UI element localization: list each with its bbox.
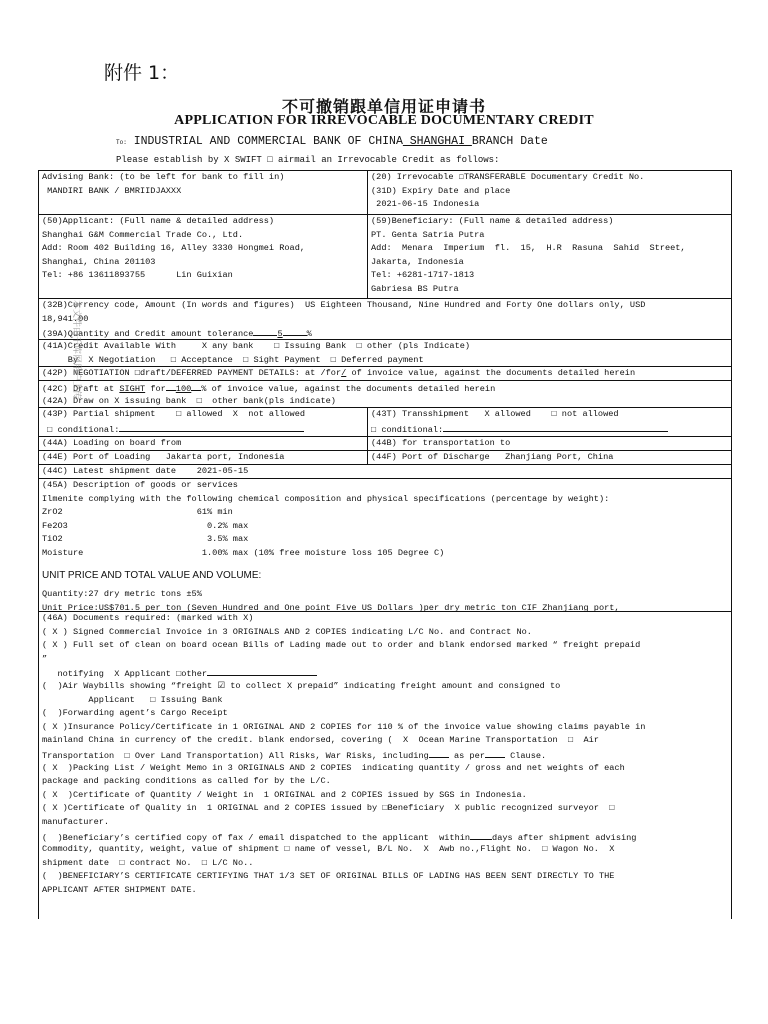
doc-packing-list: ( X )Packing List / Weight Memo in 3 ORIGINALS AND 2 COPIES indicating quantity / gross and net weights of each xyxy=(42,762,625,773)
draft-label: (42C) Draft at xyxy=(42,384,120,394)
draft-line xyxy=(42,381,728,395)
beneficiary-tel: Tel: +6281-1717-1813 xyxy=(371,270,475,281)
applicant-city: Shanghai, China 201103 xyxy=(42,256,156,267)
row-advising xyxy=(39,171,731,214)
port-of-discharge: (44F) Port of Discharge Zhanjiang Port, China xyxy=(371,452,614,462)
row-goods xyxy=(39,478,731,616)
application-form xyxy=(38,170,732,919)
row-parties xyxy=(39,214,731,299)
row-loading xyxy=(39,436,731,451)
negotiation-cell xyxy=(39,367,731,381)
quantity-line: Quantity:27 dry metric tons ±5% xyxy=(42,589,202,600)
beneficiary-name: PT. Genta Satria Putra xyxy=(371,229,485,240)
credit-no-label: (20) Irrevocable ☐TRANSFERABLE Documentary Credit No. xyxy=(371,172,645,182)
doc-fax-details-cont: shipment date □ contract No. □ L/C No.. xyxy=(42,857,254,868)
row-negotiation xyxy=(39,366,731,381)
partial-shipment-cell xyxy=(39,408,367,437)
transship-conditional-label: □ conditional: xyxy=(371,424,444,435)
goods-cell xyxy=(39,479,731,616)
doc-cert-quantity: ( X )Certificate of Quantity / Weight in 1 ORIGINAL and 2 COPIES issued by SGS in Indonesia. xyxy=(42,789,527,800)
loading-from: (44A) Loading on board from xyxy=(42,438,182,448)
transport-to: (44B) for transportation to xyxy=(371,438,511,448)
to-prefix: To: xyxy=(116,139,127,146)
to-bank-branch: SHANGHAI xyxy=(402,135,472,148)
row-latest-shipment xyxy=(39,464,731,479)
fax-copy-label: ( )Beneficiary’s certified copy of fax / email dispatched to the applicant within xyxy=(42,832,471,843)
transport-cell xyxy=(367,437,731,451)
transshipment-label: (43T) Transshipment X allowed □ not allowed xyxy=(371,409,619,419)
insurance-as-per: as per xyxy=(448,750,485,761)
insurance-clause: Clause. xyxy=(504,750,547,761)
row-available xyxy=(39,339,731,367)
unit-price-heading: UNIT PRICE AND TOTAL VALUE AND VOLUME: xyxy=(42,569,262,581)
port-loading-cell xyxy=(39,451,367,465)
negotiation-slash: / xyxy=(341,368,347,378)
doc-cert-quality-cont: manufacturer. xyxy=(42,816,110,827)
row-shipment xyxy=(39,407,731,437)
applicant-tel: Tel: +86 13611893755 Lin Guixian xyxy=(42,270,233,281)
negotiation-label: (42P) NEGOTIATION □draft/DEFERRED PAYMENT DETAILS: at /for xyxy=(42,368,342,378)
watermark-text: 本文件由千库网用户上传 xyxy=(71,300,81,400)
documents-cell xyxy=(39,612,731,920)
spec-moisture: Moisture 1.00% max (10% free moisture loss 105 Degree C) xyxy=(42,547,445,558)
doc-notifying-label: notifying X Applicant □other xyxy=(42,669,208,680)
doc-fax-copy xyxy=(42,830,728,844)
beneficiary-address: Add: Menara Imperium fl. 15, H.R Rasuna Sahid Street, xyxy=(371,243,686,254)
advising-bank-cell xyxy=(39,171,367,214)
beneficiary-label: (59)Beneficiary: (Full name & detailed address) xyxy=(371,216,614,226)
expiry-value: 2021-06-15 Indonesia xyxy=(371,199,480,210)
tolerance-value: 5 xyxy=(277,329,283,340)
tolerance-label: (39A)Quantity and Credit amount tolerance xyxy=(42,329,254,340)
currency-amount: (32B)Currency code, Amount (In words and figures) US Eighteen Thousand, Nine Hundred and Forty One dollars only, USD xyxy=(42,300,646,310)
port-discharge-cell xyxy=(367,451,731,465)
air-waybills-rest: to collect X prepaid” indicating freight amount and consigned to xyxy=(225,680,561,691)
negotiation-line xyxy=(42,367,728,381)
doc-air-waybills xyxy=(42,680,728,694)
doc-cert-quality: ( X )Certificate of Quality in 1 ORIGINAL and 2 COPIES issued by □Beneficiary X public recognized surveyor □ xyxy=(42,803,615,814)
row-documents xyxy=(39,611,731,920)
beneficiary-cell xyxy=(367,215,731,299)
goods-spec-intro: Ilmenite complying with the following chemical composition and physical specifications (percentage by weight): xyxy=(42,493,610,504)
currency-figures: 18,941.00 xyxy=(42,313,89,324)
row-currency xyxy=(39,298,731,340)
expiry-label: (31D) Expiry Date and place xyxy=(371,185,511,196)
negotiation-rest: of invoice value, against the documents detailed herein xyxy=(351,368,636,378)
doc-commercial-invoice: ( X ) Signed Commercial Invoice in 3 ORIGINALS AND 2 COPIES indicating L/C No. and Contract No. xyxy=(42,626,532,637)
available-cell xyxy=(39,340,731,367)
doc-insurance-risks xyxy=(42,748,728,762)
doc-applicant-issuing: Applicant □ Issuing Bank xyxy=(42,694,223,705)
spec-fe2o3: Fe2O3 0.2% max xyxy=(42,520,249,531)
doc-cargo-receipt: ( )Forwarding agent’s Cargo Receipt xyxy=(42,708,228,719)
checked-box-icon: ☑ xyxy=(217,680,226,691)
draft-cell xyxy=(39,381,731,408)
document-title-en: APPLICATION FOR IRREVOCABLE DOCUMENTARY CREDIT xyxy=(174,113,594,128)
draft-percent: 100 xyxy=(175,384,192,394)
draw-on-line: (42A) Draw on X issuing bank □ other bank(pls indicate) xyxy=(42,395,336,406)
latest-shipment-cell xyxy=(39,465,367,479)
doc-insurance-cont: mainland China in currency of the credit. blank endorsed, covering ( X Ocean Marine Transportation □ Air xyxy=(42,735,599,746)
currency-cell xyxy=(39,299,731,340)
tolerance-line xyxy=(42,326,728,340)
row-ports xyxy=(39,450,731,465)
advising-bank-label: Advising Bank: (to be left for bank to fill in) xyxy=(42,172,285,182)
doc-bill-of-lading: ( X ) Full set of clean on board ocean Bills of Lading made out to order and blank endorsed marked “ freight prepaid xyxy=(42,640,641,651)
draft-sight: SIGHT xyxy=(119,384,146,394)
doc-beneficiary-cert: ( )BENEFICIARY’S CERTIFICATE CERTIFYING THAT 1/3 SET OF ORIGINAL BILLS OF LADING HAS BEEN SENT DIRECTLY TO THE xyxy=(42,871,615,882)
establish-line: Please establish by X SWIFT □ airmail an Irrevocable Credit as follows: xyxy=(116,155,500,165)
partial-conditional xyxy=(42,422,364,436)
transship-conditional xyxy=(371,422,728,436)
doc-notifying xyxy=(42,666,728,680)
to-bank-date: BRANCH Date xyxy=(471,135,548,148)
draft-for: for xyxy=(145,384,166,394)
watermark-stamp xyxy=(70,300,86,600)
doc-packing-list-cont: package and packing conditions as called for by the L/C. xyxy=(42,776,331,787)
credit-no-cell xyxy=(367,171,731,214)
goods-label: (45A) Description of goods or services xyxy=(42,480,238,490)
row-draft xyxy=(39,380,731,408)
to-bank-name: INDUSTRIAL AND COMMERCIAL BANK OF CHINA xyxy=(133,135,403,148)
to-bank-line xyxy=(116,135,548,148)
air-waybills-label: ( )Air Waybills showing “freight xyxy=(42,680,218,691)
tolerance-unit: % xyxy=(306,329,312,340)
spec-zro2: ZrO2 61% min xyxy=(42,507,233,518)
transshipment-cell xyxy=(367,408,731,437)
doc-bill-of-lading-cont: ” xyxy=(42,653,48,664)
documents-label: (46A) Documents required: (marked with X) xyxy=(42,613,254,623)
spec-tio2: TiO2 3.5% max xyxy=(42,534,249,545)
beneficiary-city: Jakarta, Indonesia xyxy=(371,256,464,267)
partial-shipment-label: (43P) Partial shipment □ allowed X not allowed xyxy=(42,409,306,419)
fax-copy-rest: days after shipment advising xyxy=(492,832,637,843)
applicant-label: (50)Applicant: (Full name & detailed address) xyxy=(42,216,275,226)
advising-bank-value: MANDIRI BANK / BMRIIDJAXXX xyxy=(42,185,182,196)
partial-conditional-label: □ conditional: xyxy=(42,424,120,435)
doc-beneficiary-cert-cont: APPLICANT AFTER SHIPMENT DATE. xyxy=(42,884,197,895)
available-by: By X Negotiation □ Acceptance □ Sight Payment □ Deferred payment xyxy=(42,354,424,365)
applicant-address: Add: Room 402 Building 16, Alley 3330 Hongmei Road, xyxy=(42,243,306,254)
beneficiary-contact: Gabriesa BS Putra xyxy=(371,283,459,294)
available-with: (41A)Credit Available With X any bank □ Issuing Bank □ other (pls Indicate) xyxy=(42,341,471,351)
doc-insurance: ( X )Insurance Policy/Certificate in 1 ORIGINAL AND 2 COPIES for 110 % of the invoice value showing claims payable in xyxy=(42,721,646,732)
draft-rest: % of invoice value, against the documents detailed herein xyxy=(201,384,496,394)
attachment-label: 附件 1： xyxy=(104,62,180,84)
port-of-loading: (44E) Port of Loading Jakarta port, Indonesia xyxy=(42,452,285,462)
unit-price-line: Unit Price:US$701.5 per ton (Seven Hundred and One point Five US Dollars )per dry metric ton CIF Zhanjiang port, xyxy=(42,602,620,613)
loading-cell xyxy=(39,437,367,451)
latest-shipment-date: (44C) Latest shipment date 2021-05-15 xyxy=(42,466,249,476)
applicant-name: Shanghai G&M Commercial Trade Co., Ltd. xyxy=(42,229,244,240)
insurance-risks-label: Transportation □ Over Land Transportation) All Risks, War Risks, including xyxy=(42,750,429,761)
applicant-cell xyxy=(39,215,367,299)
doc-fax-details: Commodity, quantity, weight, value of shipment □ name of vessel, B/L No. X Awb no.,Flight No. □ Wagon No. X xyxy=(42,844,615,855)
document-title-cn: 不可撤销跟单信用证申请书 xyxy=(281,99,486,116)
